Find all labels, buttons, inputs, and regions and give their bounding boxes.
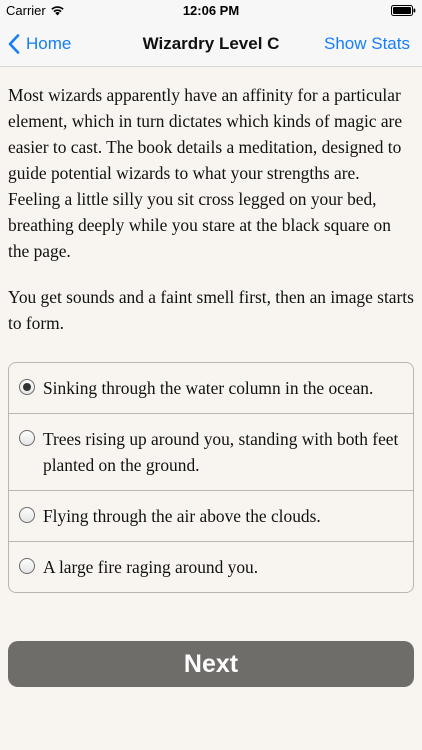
status-bar xyxy=(0,0,422,22)
page-title: Wizardry Level C xyxy=(142,34,280,53)
radio-unselected-icon[interactable] xyxy=(19,430,35,446)
story-paragraph: You get sounds and a faint smell first, then an image starts to form. xyxy=(8,287,414,333)
choice-label: Flying through the air above the clouds. xyxy=(43,506,321,526)
choice-list xyxy=(8,362,414,593)
battery-icon xyxy=(391,5,416,16)
next-button[interactable]: Next xyxy=(8,641,414,687)
radio-selected-icon[interactable] xyxy=(19,379,35,395)
radio-unselected-icon[interactable] xyxy=(19,558,35,574)
chevron-left-icon xyxy=(8,34,20,54)
navigation-bar xyxy=(0,22,422,67)
choice-option-air[interactable] xyxy=(9,491,413,542)
carrier-label: Carrier xyxy=(6,3,46,18)
choice-option-fire[interactable] xyxy=(9,542,413,592)
radio-unselected-icon[interactable] xyxy=(19,507,35,523)
story-paragraph: Most wizards apparently have an affinity for a particular element, which in turn dictates which kinds of magic are easier to cast. The book details a meditation, designed to guide potential wizards to what your strengths are. Feeling a little silly you sit cross legged on your bed, breathing deeply while you stare at the black square on the page. xyxy=(8,85,403,261)
status-time: 12:06 PM xyxy=(182,3,240,18)
choice-label: Sinking through the water column in the ocean. xyxy=(43,378,374,398)
back-button[interactable] xyxy=(8,22,71,66)
back-button-label: Home xyxy=(26,34,72,53)
show-stats-button[interactable]: Show Stats xyxy=(324,34,410,53)
choice-option-water[interactable] xyxy=(9,363,413,414)
choice-option-earth[interactable] xyxy=(9,414,413,491)
choice-label: Trees rising up around you, standing with both feet planted on the ground. xyxy=(43,429,399,475)
story-text xyxy=(8,82,414,356)
choice-label: A large fire raging around you. xyxy=(43,557,259,577)
